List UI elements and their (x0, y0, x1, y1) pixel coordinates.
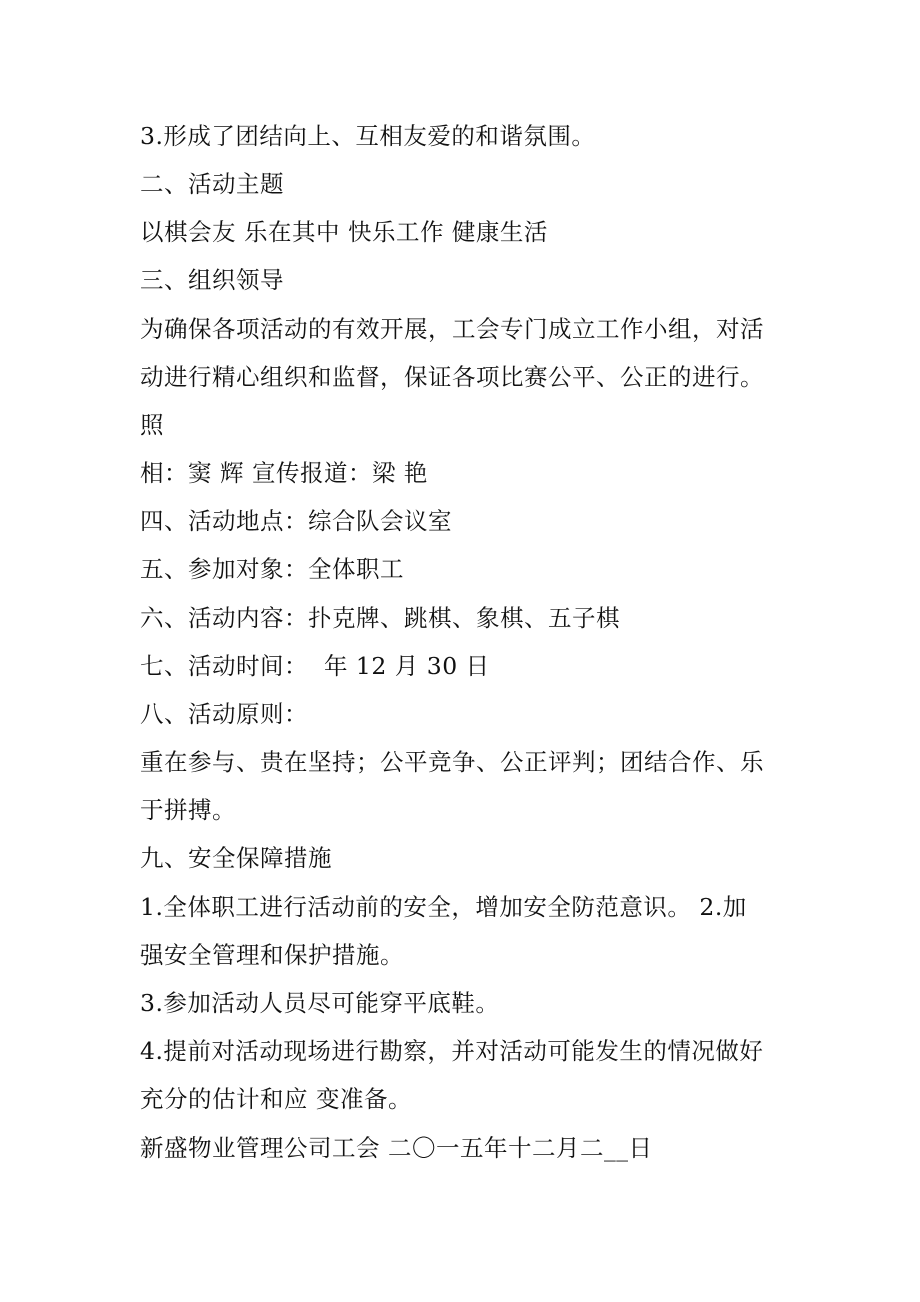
section-heading: 二、活动主题 (140, 170, 284, 198)
text-line: 动进行精心组织和监督，保证各项比赛公平、公正的进行。 (140, 363, 764, 391)
text-line: 照 (140, 411, 164, 439)
section-heading: 五、参加对象：全体职工 (140, 555, 404, 583)
text-line: 相：窦 辉 宣传报道：梁 艳 (140, 459, 428, 487)
signature-line: 新盛物业管理公司工会 二〇一五年十二月二__日 (140, 1134, 653, 1162)
text-line: 充分的估计和应 变准备。 (140, 1085, 412, 1113)
text-line: 重在参与、贵在坚持；公平竞争、公正评判；团结合作、乐 (140, 748, 764, 776)
text-line: 于拼搏。 (140, 796, 236, 824)
section-heading: 七、活动时间： 年 12 月 30 日 (140, 652, 490, 680)
text-line: 4.提前对活动现场进行勘察，并对活动可能发生的情况做好 (140, 1037, 764, 1065)
section-heading: 九、安全保障措施 (140, 844, 332, 872)
text-line: 3.形成了团结向上、互相友爱的和谐氛围。 (140, 122, 596, 150)
section-heading: 三、组织领导 (140, 266, 284, 294)
text-line: 1.全体职工进行活动前的安全，增加安全防范意识。 2.加 (140, 893, 747, 921)
section-heading: 四、活动地点：综合队会议室 (140, 507, 452, 535)
text-line: 强安全管理和保护措施。 (140, 941, 404, 969)
text-line: 以棋会友 乐在其中 快乐工作 健康生活 (140, 218, 548, 246)
text-line: 为确保各项活动的有效开展，工会专门成立工作小组，对活 (140, 315, 764, 343)
text-line: 3.参加活动人员尽可能穿平底鞋。 (140, 989, 500, 1017)
section-heading: 六、活动内容：扑克牌、跳棋、象棋、五子棋 (140, 604, 620, 632)
section-heading: 八、活动原则： (140, 700, 308, 728)
